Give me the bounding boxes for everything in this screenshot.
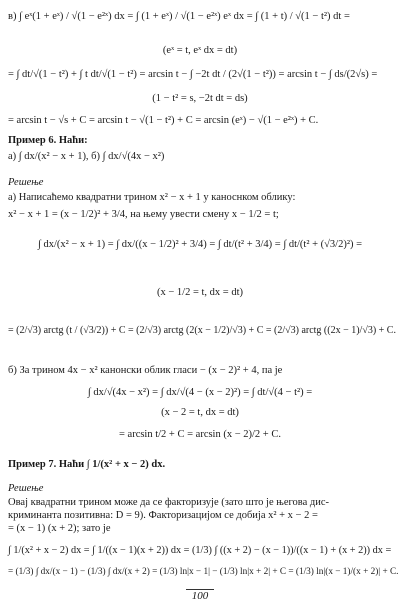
section-heading-solution: Решење xyxy=(8,483,44,494)
exercise-statement: а) ∫ dx/(x² − x + 1), б) ∫ dx/√(4x − x²) xyxy=(8,151,165,162)
example-heading: Пример 7. Наћи ∫ 1/(x² + x − 2) dx. xyxy=(8,459,166,470)
formula-line: в) ∫ eˣ(1 + eˣ) / √(1 − e²ˣ) dx = ∫ (1 + eˣ) / √(1 − e²ˣ) eˣ dx = ∫ (1 + t) / √(1 − t²) dt = xyxy=(8,11,350,22)
formula-line: ∫ dx/√(4x − x²) = ∫ dx/√(4 − (x − 2)²) = ∫ dt/√(4 − t²) = xyxy=(87,387,313,398)
formula-line: = (1/3) ∫ dx/(x − 1) − (1/3) ∫ dx/(x + 2) = (1/3) ln|x − 1| − (1/3) ln|x + 2| + C = (1/3) ln|(x − 1)/(x + 2)| + C. xyxy=(8,567,399,577)
formula-line: (x − 2 = t, dx = dt) xyxy=(161,407,239,418)
paragraph-line: б) За трином 4x − x² канонски облик гласи − (x − 2)² + 4, па је xyxy=(8,365,283,376)
paragraph-line: = (x − 1) (x + 2); зато је xyxy=(8,523,111,534)
paragraph-line: Овај квадратни трином може да се факторизује (зато што је његова дис- xyxy=(8,497,329,508)
formula-line: = arcsin t/2 + C = arcsin (x − 2)/2 + C. xyxy=(118,429,281,440)
formula-line: (eˣ = t, eˣ dx = dt) xyxy=(162,45,238,56)
formula-line: (x − 1/2 = t, dx = dt) xyxy=(156,287,243,298)
formula-line: = (2/√3) arctg (t / (√3/2)) + C = (2/√3) arctg (2(x − 1/2)/√3) + C = (2/√3) arctg ((2x − 1)/√3) + C. xyxy=(8,325,396,336)
example-heading: Пример 6. Наћи: xyxy=(8,135,88,146)
formula-line: = arcsin t − √s + C = arcsin t − √(1 − t²) + C = arcsin (eˣ) − √(1 − e²ˣ) + C. xyxy=(8,115,319,126)
formula-line: x² − x + 1 = (x − 1/2)² + 3/4, на њему увести смену x − 1/2 = t; xyxy=(8,209,279,220)
page-number: 100 xyxy=(0,590,400,602)
formula-line: ∫ dx/(x² − x + 1) = ∫ dx/((x − 1/2)² + 3/4) = ∫ dt/(t² + 3/4) = ∫ dt/(t² + (√3/2)²) = xyxy=(37,239,363,250)
section-heading-solution: Решење xyxy=(8,177,44,188)
formula-line: ∫ 1/(x² + x − 2) dx = ∫ 1/((x − 1)(x + 2)) dx = (1/3) ∫ ((x + 2) − (x − 1))/((x − 1) + (x + 2)) dx = xyxy=(8,545,392,556)
formula-line: (1 − t² = s, −2t dt = ds) xyxy=(152,93,248,104)
paragraph-line: криминанта позитивна: D = 9). Факторизацијом се добија x² + x − 2 = xyxy=(8,510,318,521)
formula-line: = ∫ dt/√(1 − t²) + ∫ t dt/√(1 − t²) = arcsin t − ∫ −2t dt / (2√(1 − t²)) = arcsin t − ∫ ds/(2√s) = xyxy=(8,69,378,80)
paragraph-line: а) Написаћемо квадратни трином x² − x + 1 у каноснком облику: xyxy=(8,192,296,203)
